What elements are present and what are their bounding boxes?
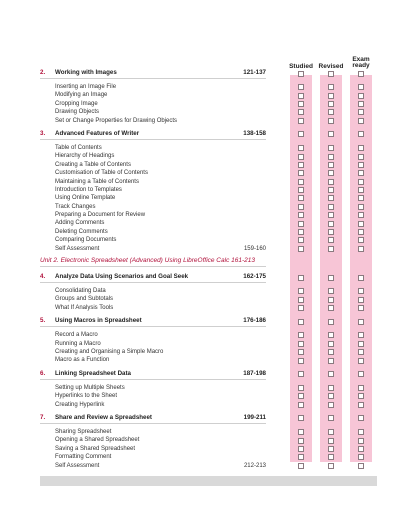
topic-title: Record a Macro	[55, 332, 98, 339]
studied-checkbox[interactable]	[298, 246, 304, 252]
revised-checkbox[interactable]	[328, 93, 334, 99]
exam-ready-checkbox[interactable]	[358, 402, 364, 408]
topic-title: Track Changes	[55, 203, 96, 210]
chapter-number: 3.	[40, 129, 46, 137]
topic-item	[40, 304, 266, 312]
studied-checkbox[interactable]	[298, 332, 304, 338]
studied-checkbox[interactable]	[298, 84, 304, 90]
topic-item	[40, 194, 266, 202]
exam-ready-checkbox[interactable]	[358, 145, 364, 151]
exam-ready-checkbox[interactable]	[358, 393, 364, 399]
revised-checkbox[interactable]	[328, 109, 334, 115]
topic-item	[40, 152, 266, 160]
studied-checkbox[interactable]	[298, 446, 304, 452]
studied-checkbox[interactable]	[298, 402, 304, 408]
chapter-number: 6.	[40, 369, 46, 377]
revised-checkbox[interactable]	[328, 358, 334, 364]
chapter-heading	[40, 129, 266, 140]
topic-title: Maintaining a Table of Contents	[55, 178, 139, 185]
chapter-title: Linking Spreadsheet Data	[55, 369, 131, 377]
topic-item	[40, 144, 266, 152]
topic-item	[40, 287, 266, 295]
exam-ready-checkbox[interactable]	[358, 454, 364, 460]
revised-checkbox[interactable]	[328, 385, 334, 391]
exam-ready-checkbox[interactable]	[358, 93, 364, 99]
studied-checkbox[interactable]	[298, 162, 304, 168]
topic-item	[40, 169, 266, 177]
studied-checkbox[interactable]	[298, 393, 304, 399]
revised-checkbox[interactable]	[328, 162, 334, 168]
exam-ready-checkbox[interactable]	[358, 195, 364, 201]
studied-checkbox[interactable]	[298, 109, 304, 115]
topic-title: Setting up Multiple Sheets	[55, 384, 125, 391]
exam-ready-checkbox[interactable]	[358, 187, 364, 193]
exam-ready-checkbox[interactable]	[358, 212, 364, 218]
studied-checkbox[interactable]	[298, 101, 304, 107]
studied-checkbox[interactable]	[298, 297, 304, 303]
exam-ready-checkbox[interactable]	[358, 204, 364, 210]
topic-title: Comparing Documents	[55, 237, 117, 244]
topic-item	[40, 356, 266, 364]
topic-title: Preparing a Document for Review	[55, 212, 146, 219]
revised-checkbox[interactable]	[328, 446, 334, 452]
exam-ready-checkbox[interactable]	[358, 131, 364, 137]
topic-item	[40, 331, 266, 339]
exam-ready-checkbox[interactable]	[358, 332, 364, 338]
studied-checkbox[interactable]	[298, 145, 304, 151]
revised-checkbox[interactable]	[328, 341, 334, 347]
chapter-number: 7.	[40, 413, 46, 421]
topic-title: Creating Hyperlink	[55, 401, 105, 408]
revised-checkbox[interactable]	[328, 463, 334, 469]
topic-title: Drawing Objects	[55, 109, 100, 116]
studied-checkbox[interactable]	[298, 204, 304, 210]
topic-title: Formatting Comment	[55, 454, 112, 461]
topic-title: Table of Contents	[55, 144, 102, 151]
revised-checkbox[interactable]	[328, 71, 334, 77]
chapter-pages: 121-137	[243, 69, 266, 76]
chapter-number: 2.	[40, 69, 46, 76]
topic-item	[40, 91, 266, 99]
chapter-title: Analyze Data Using Scenarios and Goal Seek	[55, 273, 189, 281]
exam-ready-header: Exam ready	[352, 56, 370, 69]
topic-pages: 159-160	[243, 245, 266, 252]
exam-ready-checkbox[interactable]	[358, 463, 364, 469]
revised-checkbox[interactable]	[328, 221, 334, 227]
chapter-pages: 187-198	[243, 369, 266, 377]
topic-item	[40, 340, 266, 348]
revised-checkbox[interactable]	[328, 187, 334, 193]
revised-checkbox[interactable]	[328, 195, 334, 201]
revised-checkbox[interactable]	[328, 402, 334, 408]
chapter-title: Using Macros in Spreadsheet	[55, 317, 142, 325]
topic-item	[40, 401, 266, 409]
revised-checkbox[interactable]	[328, 229, 334, 235]
studied-checkbox[interactable]	[298, 385, 304, 391]
revised-checkbox[interactable]	[328, 275, 334, 281]
studied-checkbox[interactable]	[298, 438, 304, 444]
topic-title: Inserting an Image File	[55, 84, 117, 90]
revised-checkbox[interactable]	[328, 393, 334, 399]
exam-ready-checkbox[interactable]	[358, 438, 364, 444]
revised-checkbox[interactable]	[328, 170, 334, 176]
studied-checkbox[interactable]	[298, 229, 304, 235]
topic-title: Creating a Table of Contents	[55, 161, 131, 168]
chapter-pages: 176-186	[243, 317, 266, 325]
topic-item	[40, 392, 266, 400]
studied-checkbox[interactable]	[298, 275, 304, 281]
exam-ready-checkbox[interactable]	[358, 358, 364, 364]
chapter-title: Share and Review a Spreadsheet	[55, 413, 152, 421]
topic-item	[40, 462, 266, 470]
topic-title: Deleting Comments	[55, 228, 108, 235]
exam-ready-checkbox[interactable]	[358, 162, 364, 168]
topic-title: Self Assessment	[55, 245, 100, 252]
exam-ready-checkbox[interactable]	[358, 170, 364, 176]
topic-item	[40, 428, 266, 436]
chapter-title: Working with Images	[55, 69, 117, 76]
chapter-number: 4.	[40, 273, 46, 281]
topic-title: Self Assessment	[55, 462, 100, 469]
studied-header: Studied	[289, 63, 313, 70]
chapter-heading	[40, 272, 266, 283]
chapter-title: Advanced Features of Writer	[55, 129, 140, 137]
studied-checkbox[interactable]	[298, 187, 304, 193]
revised-checkbox[interactable]	[328, 305, 334, 311]
topic-title: Introduction to Templates	[55, 186, 122, 193]
topic-item	[40, 100, 266, 108]
topic-item	[40, 453, 266, 461]
studied-checkbox[interactable]	[298, 371, 304, 377]
studied-checkbox[interactable]	[298, 195, 304, 201]
exam-ready-checkbox[interactable]	[358, 371, 364, 377]
chapter-heading	[40, 316, 266, 327]
topic-item	[40, 203, 266, 211]
studied-checkbox[interactable]	[298, 415, 304, 421]
topic-title: Cropping Image	[55, 100, 98, 107]
topic-title: Running a Macro	[55, 340, 101, 347]
revised-checkbox[interactable]	[328, 118, 334, 124]
topic-item	[40, 117, 266, 125]
topic-item	[40, 384, 266, 392]
topic-title: Sharing Spreadsheet	[55, 428, 112, 435]
topic-title: Saving a Shared Spreadsheet	[55, 445, 136, 452]
studied-checkbox[interactable]	[298, 170, 304, 176]
revised-checkbox[interactable]	[328, 297, 334, 303]
revised-checkbox[interactable]	[328, 154, 334, 160]
chapter-heading	[40, 369, 266, 380]
revised-checkbox[interactable]	[328, 246, 334, 252]
exam-ready-checkbox[interactable]	[358, 71, 364, 77]
studied-checkbox[interactable]	[298, 454, 304, 460]
topic-title: Groups and Subtotals	[55, 296, 114, 303]
revised-checkbox[interactable]	[328, 438, 334, 444]
revised-checkbox[interactable]	[328, 84, 334, 90]
topic-title: Set or Change Properties for Drawing Objects	[55, 117, 178, 124]
topic-item	[40, 436, 266, 444]
studied-checkbox[interactable]	[298, 179, 304, 185]
table-of-contents	[40, 68, 266, 470]
revised-checkbox[interactable]	[328, 101, 334, 107]
revised-checkbox[interactable]	[328, 204, 334, 210]
topic-item	[40, 83, 266, 91]
studied-checkbox[interactable]	[298, 341, 304, 347]
topic-title: Modifying an Image	[55, 92, 108, 99]
topic-title: Opening a Shared Spreadsheet	[55, 437, 140, 444]
chapter-pages: 162-175	[243, 273, 266, 281]
exam-ready-checkbox[interactable]	[358, 446, 364, 452]
exam-ready-checkbox[interactable]	[358, 84, 364, 90]
topic-pages: 212-213	[243, 462, 266, 469]
studied-checkbox[interactable]	[298, 305, 304, 311]
studied-checkbox[interactable]	[298, 118, 304, 124]
studied-checkbox[interactable]	[298, 358, 304, 364]
chapter-heading	[40, 68, 266, 79]
topic-item	[40, 211, 266, 219]
revised-checkbox[interactable]	[328, 237, 334, 243]
topic-title: Using Online Template	[55, 195, 116, 202]
topic-item	[40, 161, 266, 169]
topic-title: Hierarchy of Headings	[55, 153, 115, 160]
topic-item	[40, 178, 266, 186]
exam-ready-checkbox[interactable]	[358, 297, 364, 303]
revised-checkbox[interactable]	[328, 179, 334, 185]
studied-checkbox[interactable]	[298, 93, 304, 99]
exam-ready-checkbox[interactable]	[358, 349, 364, 355]
revised-checkbox[interactable]	[328, 212, 334, 218]
revised-checkbox[interactable]	[328, 429, 334, 435]
revised-checkbox[interactable]	[328, 371, 334, 377]
exam-ready-checkbox[interactable]	[358, 319, 364, 325]
studied-checkbox[interactable]	[298, 131, 304, 137]
topic-item	[40, 108, 266, 116]
topic-item	[40, 236, 266, 244]
topic-title: Creating and Organising a Simple Macro	[55, 348, 164, 355]
topic-title: Hyperlinks to the Sheet	[55, 393, 118, 400]
studied-checkbox[interactable]	[298, 154, 304, 160]
revised-checkbox[interactable]	[328, 145, 334, 151]
studied-checkbox[interactable]	[298, 212, 304, 218]
exam-ready-checkbox[interactable]	[358, 101, 364, 107]
chapter-number: 5.	[40, 317, 46, 325]
topic-title: Consolidating Data	[55, 288, 106, 295]
exam-ready-checkbox[interactable]	[358, 246, 364, 252]
unit-heading: Unit 2. Electronic Spreadsheet (Advanced) Using LibreOffice Calc 161-213	[40, 256, 266, 267]
exam-ready-checkbox[interactable]	[358, 118, 364, 124]
studied-checkbox[interactable]	[298, 237, 304, 243]
exam-ready-checkbox[interactable]	[358, 385, 364, 391]
studied-checkbox[interactable]	[298, 319, 304, 325]
revised-checkbox[interactable]	[328, 332, 334, 338]
exam-ready-checkbox[interactable]	[358, 229, 364, 235]
footer-bar	[40, 476, 377, 486]
revised-checkbox[interactable]	[328, 415, 334, 421]
topic-title: Adding Comments	[55, 220, 105, 227]
studied-checkbox[interactable]	[298, 463, 304, 469]
topic-item	[40, 228, 266, 236]
topic-item	[40, 348, 266, 356]
exam-ready-checkbox[interactable]	[358, 221, 364, 227]
topic-item	[40, 295, 266, 303]
chapter-pages: 138-158	[243, 129, 266, 137]
exam-ready-checkbox[interactable]	[358, 179, 364, 185]
studied-checkbox[interactable]	[298, 221, 304, 227]
topic-item	[40, 245, 266, 253]
exam-ready-checkbox[interactable]	[358, 154, 364, 160]
exam-ready-checkbox[interactable]	[358, 341, 364, 347]
topic-title: What If Analysis Tools	[55, 304, 114, 311]
studied-checkbox[interactable]	[298, 349, 304, 355]
exam-ready-checkbox[interactable]	[358, 275, 364, 281]
revised-checkbox[interactable]	[328, 349, 334, 355]
revised-checkbox[interactable]	[328, 319, 334, 325]
topic-item	[40, 186, 266, 194]
revised-checkbox[interactable]	[328, 288, 334, 294]
exam-ready-checkbox[interactable]	[358, 415, 364, 421]
studied-checkbox[interactable]	[298, 429, 304, 435]
studied-checkbox[interactable]	[298, 288, 304, 294]
chapter-pages: 199-211	[243, 413, 266, 421]
studied-checkbox[interactable]	[298, 71, 304, 77]
exam-ready-checkbox[interactable]	[358, 305, 364, 311]
topic-title: Customisation of Table of Contents	[55, 170, 148, 177]
revised-header: Revised	[318, 63, 344, 70]
exam-ready-checkbox[interactable]	[358, 237, 364, 243]
chapter-heading	[40, 413, 266, 424]
revised-checkbox[interactable]	[328, 131, 334, 137]
exam-ready-checkbox[interactable]	[358, 429, 364, 435]
revised-checkbox[interactable]	[328, 454, 334, 460]
topic-item	[40, 445, 266, 453]
exam-ready-checkbox[interactable]	[358, 288, 364, 294]
topic-title: Macro as a Function	[55, 357, 110, 364]
topic-item	[40, 219, 266, 227]
exam-ready-checkbox[interactable]	[358, 109, 364, 115]
